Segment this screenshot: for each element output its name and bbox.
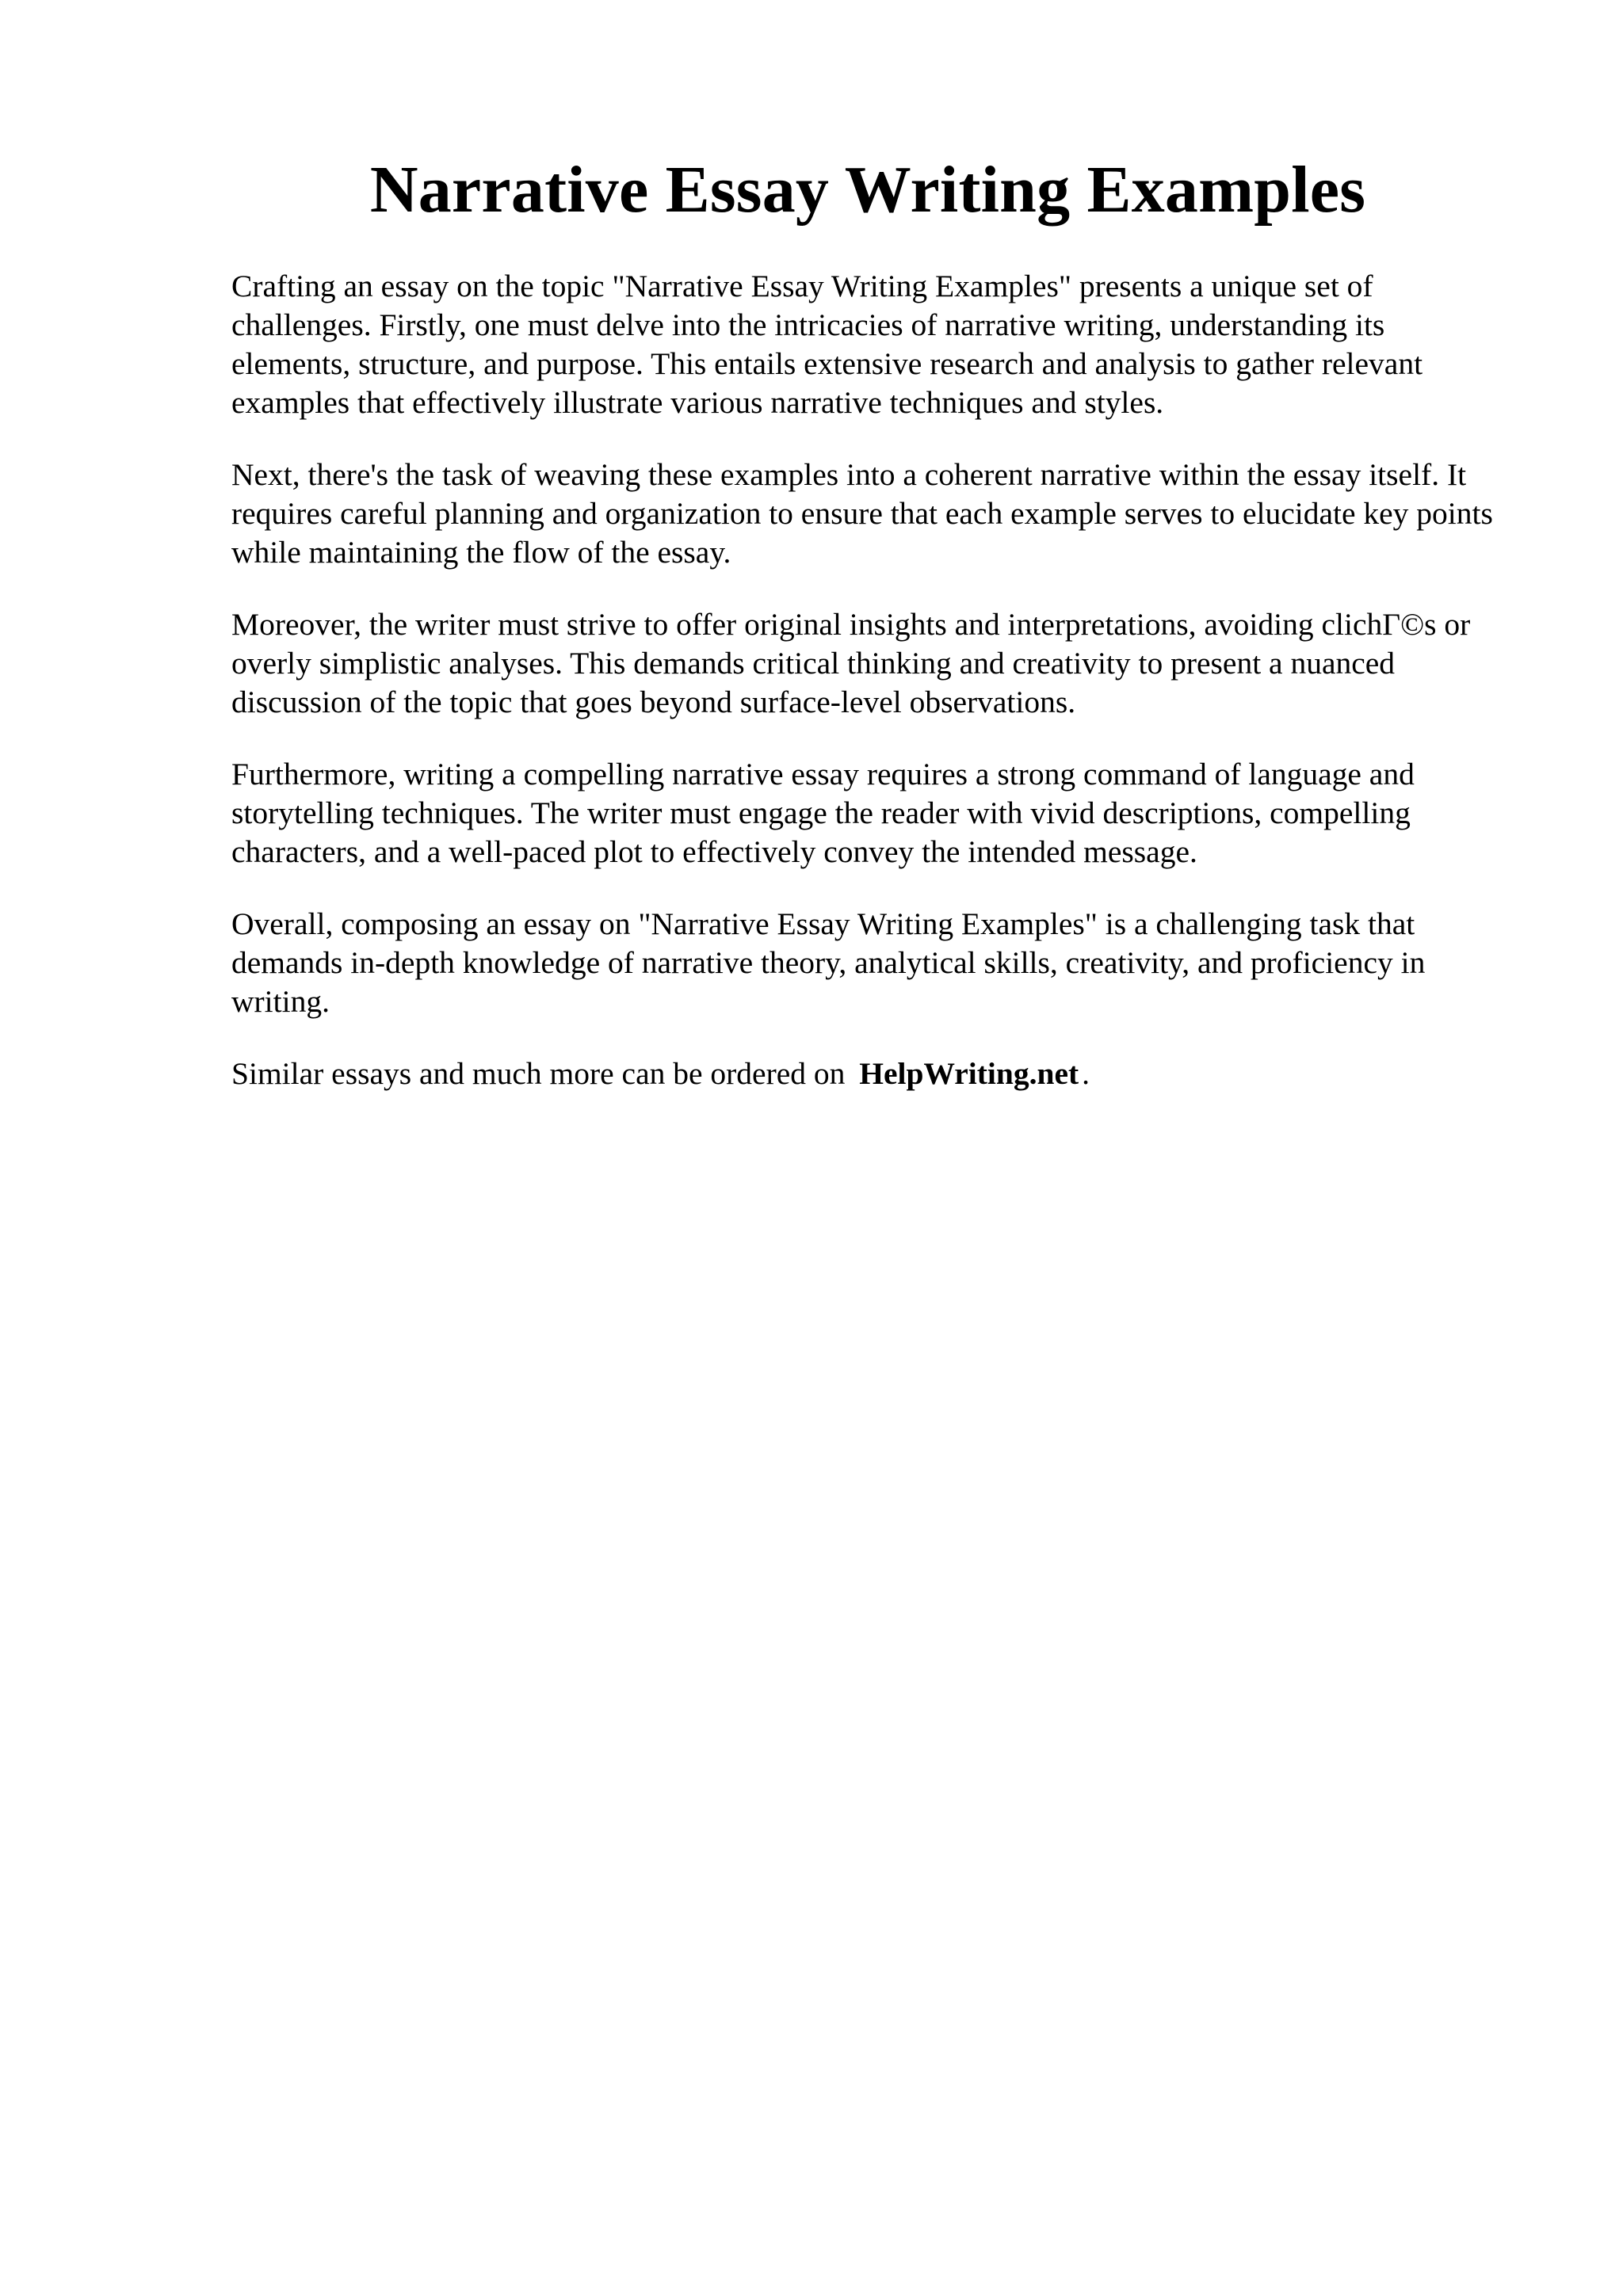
- closing-period: .: [1082, 1056, 1090, 1091]
- document-title: Narrative Essay Writing Examples: [369, 153, 1366, 227]
- paragraph-1: Crafting an essay on the topic "Narrative Essay Writing Examples" presents a unique set of challenges. Firstly, one must delve into the intricacies of narrative writing, understanding its elements, structure, and purpose. This entails extensive research and analysis to gather relevant examples that effectively illustrate various narrative techniques and styles.: [231, 269, 1423, 420]
- paragraph-3: Moreover, the writer must strive to offer original insights and interpretations, avoiding clichΓ©s or overly simplistic analyses. This demands critical thinking and creativity to present a nuanced discussion of the topic that goes beyond surface-level observations.: [231, 607, 1471, 719]
- paragraph-5: Overall, composing an essay on "Narrative Essay Writing Examples" is a challenging task that demands in-depth knowledge of narrative theory, analytical skills, creativity, and proficiency in writing.: [231, 906, 1426, 1019]
- paragraph-2: Next, there's the task of weaving these examples into a coherent narrative within the essay itself. It requires careful planning and organization to ensure that each example serves to elucidate key points while maintaining the flow of the essay.: [231, 457, 1493, 570]
- closing-text: Similar essays and much more can be ordered on: [231, 1056, 846, 1091]
- closing-line: [231, 1055, 1507, 1093]
- paragraph-4: Furthermore, writing a compelling narrative essay requires a strong command of language and storytelling techniques. The writer must engage the reader with vivid descriptions, compelling characters, and a well-paced plot to effectively convey the intended message.: [231, 757, 1415, 869]
- document-body: [231, 267, 1507, 1093]
- helpwriting-link[interactable]: HelpWriting.net: [859, 1056, 1079, 1091]
